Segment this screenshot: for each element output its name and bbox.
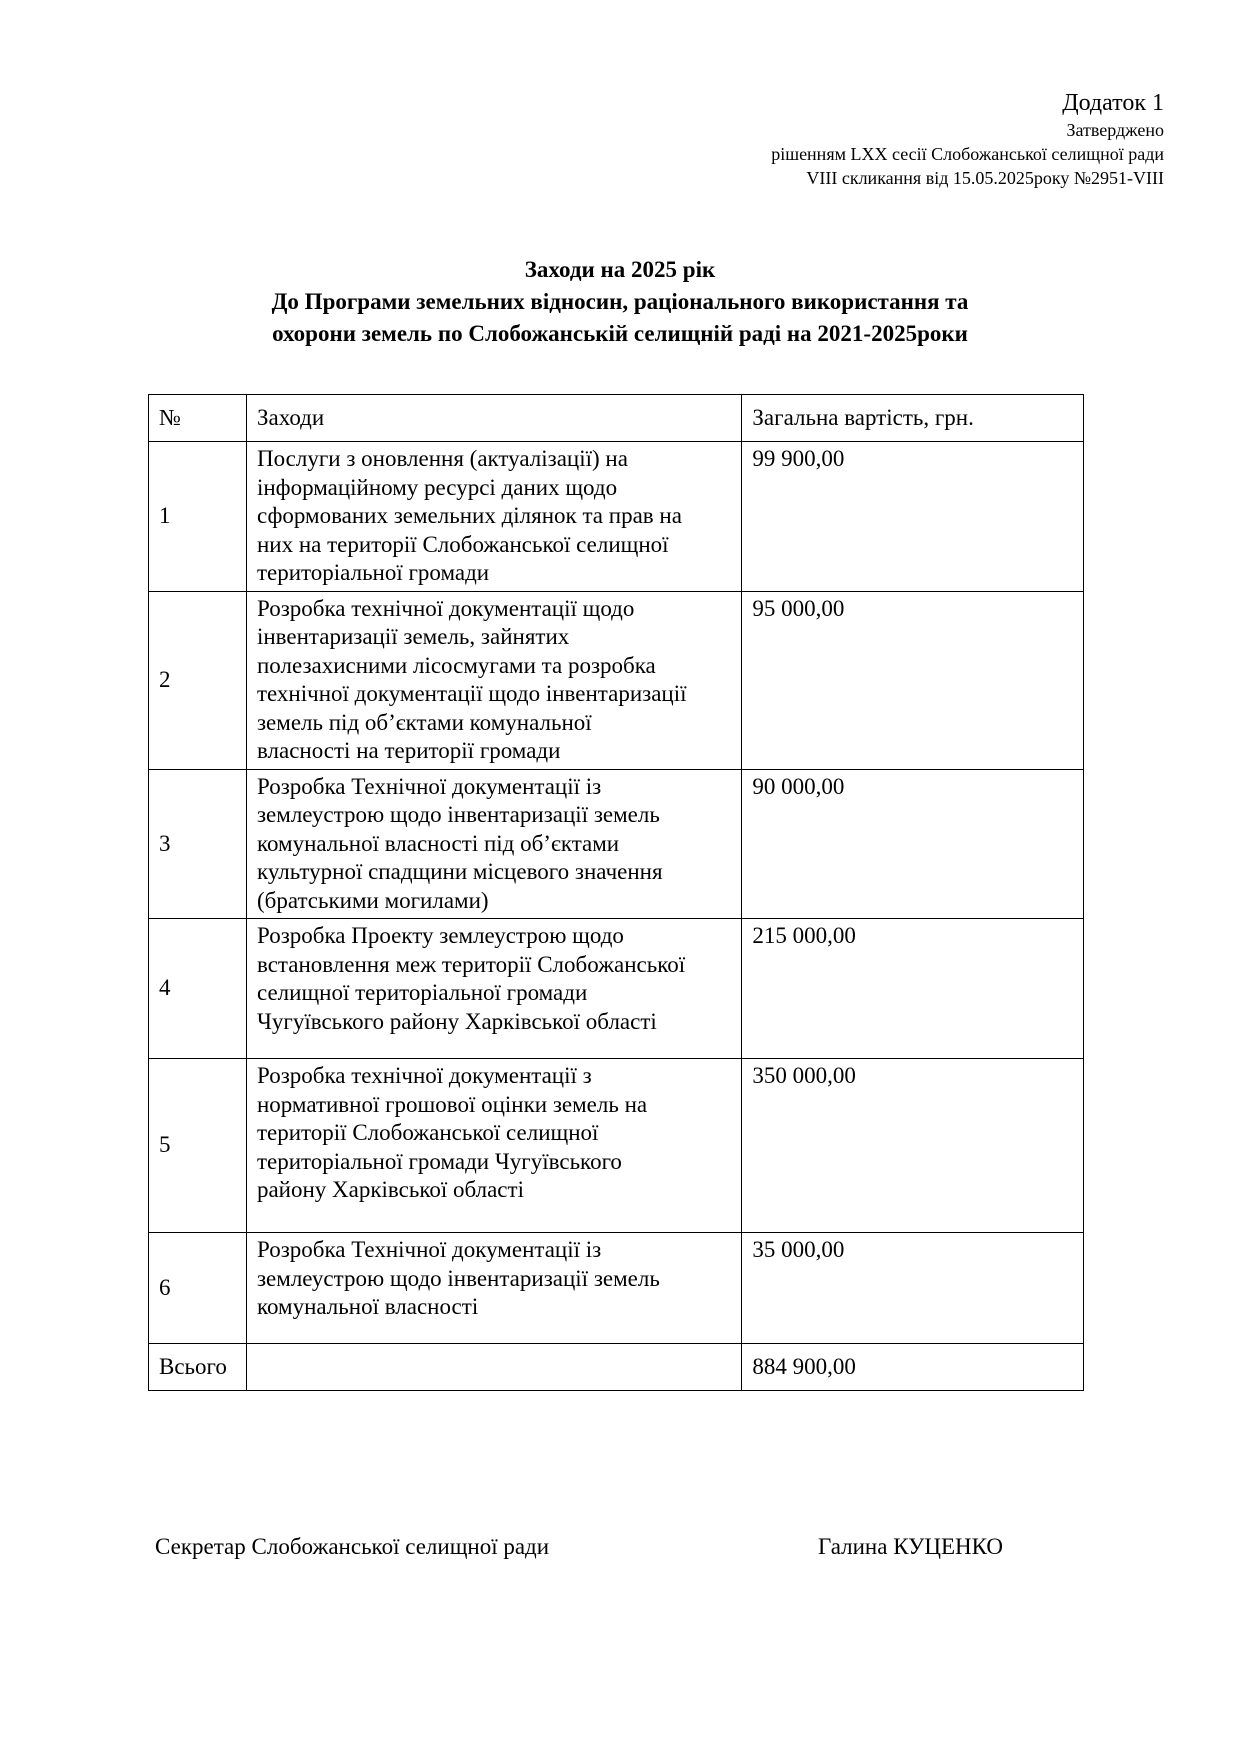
measure-line: Розробка Технічної документації із <box>256 773 602 799</box>
measure-line: власності на території громади <box>256 738 561 763</box>
title-line-2: До Програми земельних відносин, раціонального використання та <box>271 289 969 314</box>
row-number: 5 <box>149 1059 247 1233</box>
header-cost: Загальна вартість, грн. <box>742 395 1084 442</box>
measure-line: Послуги з оновлення (актуалізації) на <box>256 446 628 471</box>
table-header-row <box>149 395 1084 442</box>
total-label: Всього <box>149 1344 247 1391</box>
measure-line: інформаційному ресурсі даних щодо <box>256 474 618 500</box>
row-measure <box>246 442 741 592</box>
total-value: 884 900,00 <box>742 1344 1084 1391</box>
approved-label: Затверджено <box>1066 120 1164 140</box>
total-empty-cell <box>246 1344 741 1391</box>
table-row <box>149 769 1084 919</box>
table-row <box>149 919 1084 1059</box>
title-line-1: Заходи на 2025 рік <box>524 257 716 282</box>
measure-line: встановлення меж території Слобожанської <box>256 951 686 977</box>
document-title <box>0 254 1240 350</box>
measure-line: культурної спадщини місцевого значення <box>256 859 663 884</box>
row-cost: 99 900,00 <box>742 442 1084 592</box>
convocation-line: VIII скликання від 15.05.2025року №2951-VIII <box>806 168 1164 188</box>
signature-position: Секретар Слобожанської селищної ради <box>155 1534 550 1559</box>
measure-line: сформованих земельних ділянок та прав на <box>256 503 682 528</box>
measure-line: нормативної грошової оцінки земель на <box>256 1091 648 1117</box>
title-line-3: охорони земель по Слобожанській селищній раді на 2021-2025роки <box>272 321 968 346</box>
signature-name: Галина КУЦЕНКО <box>818 1534 1003 1559</box>
table-row <box>149 1233 1084 1344</box>
row-measure <box>246 591 741 769</box>
measure-line: комунальної власності під об’єктами <box>256 830 620 856</box>
row-cost: 215 000,00 <box>742 919 1084 1059</box>
measure-line: земель під об’єктами комунальної <box>256 709 592 735</box>
measure-line: інвентаризації земель, зайнятих <box>256 624 570 649</box>
row-number: 3 <box>149 769 247 919</box>
row-number: 6 <box>149 1233 247 1344</box>
measure-line: селищної територіальної громади <box>256 980 588 1005</box>
appendix-label: Додаток 1 <box>1062 90 1164 116</box>
measure-line: Розробка Проекту землеустрою щодо <box>256 923 624 948</box>
header-number: № <box>149 395 247 442</box>
row-cost: 95 000,00 <box>742 591 1084 769</box>
table-row <box>149 442 1084 592</box>
row-cost: 350 000,00 <box>742 1059 1084 1233</box>
table-row <box>149 591 1084 769</box>
measure-line: Розробка технічної документації щодо <box>256 595 635 621</box>
row-cost: 90 000,00 <box>742 769 1084 919</box>
row-number: 1 <box>149 442 247 592</box>
row-measure <box>246 769 741 919</box>
table-total-row <box>149 1344 1084 1391</box>
row-measure <box>246 919 741 1059</box>
row-measure <box>246 1233 741 1344</box>
measure-line: Розробка технічної документації з <box>256 1063 592 1088</box>
measures-table <box>148 394 1084 1391</box>
decision-line: рішенням LXX сесії Слобожанської селищної ради <box>771 144 1164 164</box>
table-row <box>149 1059 1084 1233</box>
measure-line: території Слобожанської селищної <box>256 1120 599 1145</box>
measure-line: територіальної громади Чугуївського <box>256 1148 622 1174</box>
measure-line: них на території Слобожанської селищної <box>256 531 669 557</box>
measure-line: землеустрою щодо інвентаризації земель <box>256 802 660 827</box>
measure-line: Розробка Технічної документації із <box>256 1237 602 1262</box>
approval-header <box>771 88 1164 190</box>
row-cost: 35 000,00 <box>742 1233 1084 1344</box>
row-number: 2 <box>149 591 247 769</box>
measure-line: (братськими могилами) <box>256 887 489 913</box>
measure-line: територіальної громади <box>256 560 490 585</box>
measure-line: Чугуївського району Харківської області <box>256 1008 657 1034</box>
measure-line: технічної документації щодо інвентаризації <box>256 681 687 706</box>
header-measures: Заходи <box>246 395 741 442</box>
measure-line: комунальної власності <box>256 1294 479 1319</box>
measure-line: полезахисними лісосмугами та розробка <box>256 652 656 678</box>
row-number: 4 <box>149 919 247 1059</box>
measure-line: району Харківської області <box>256 1177 524 1202</box>
measure-line: землеустрою щодо інвентаризації земель <box>256 1265 660 1291</box>
row-measure <box>246 1059 741 1233</box>
